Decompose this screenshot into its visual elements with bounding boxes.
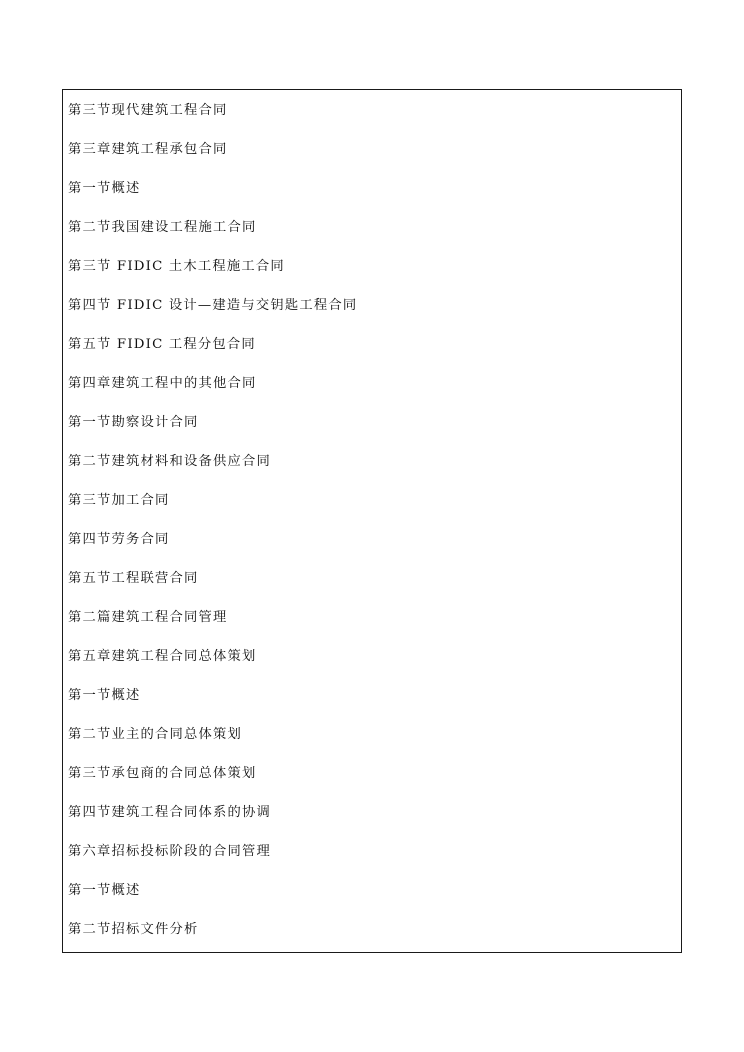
toc-entry: 第一节概述 [68, 688, 141, 703]
toc-entry: 第二节招标文件分析 [68, 922, 199, 937]
toc-entry: 第五章建筑工程合同总体策划 [68, 649, 257, 664]
toc-entry: 第二节建筑材料和设备供应合同 [68, 454, 271, 469]
toc-entry: 第二节我国建设工程施工合同 [68, 220, 257, 235]
toc-entry: 第五节 FIDIC 工程分包合同 [68, 337, 256, 352]
toc-entry: 第三节加工合同 [68, 493, 170, 508]
toc-entry: 第三章建筑工程承包合同 [68, 142, 228, 157]
toc-entry: 第一节概述 [68, 883, 141, 898]
toc-entry: 第三节 FIDIC 土木工程施工合同 [68, 259, 285, 274]
toc-entry: 第三节现代建筑工程合同 [68, 103, 228, 118]
toc-entry: 第二篇建筑工程合同管理 [68, 610, 228, 625]
toc-entry: 第三节承包商的合同总体策划 [68, 766, 257, 781]
document-frame [62, 89, 682, 953]
toc-entry: 第一节勘察设计合同 [68, 415, 199, 430]
table-of-contents [68, 101, 671, 959]
toc-entry: 第五节工程联营合同 [68, 571, 199, 586]
toc-entry: 第四章建筑工程中的其他合同 [68, 376, 257, 391]
toc-entry: 第二节业主的合同总体策划 [68, 727, 242, 742]
toc-entry: 第四节建筑工程合同体系的协调 [68, 805, 271, 820]
toc-entry: 第四节劳务合同 [68, 532, 170, 547]
toc-entry: 第一节概述 [68, 181, 141, 196]
toc-entry: 第四节 FIDIC 设计—建造与交钥匙工程合同 [68, 298, 358, 313]
toc-entry: 第六章招标投标阶段的合同管理 [68, 844, 271, 859]
